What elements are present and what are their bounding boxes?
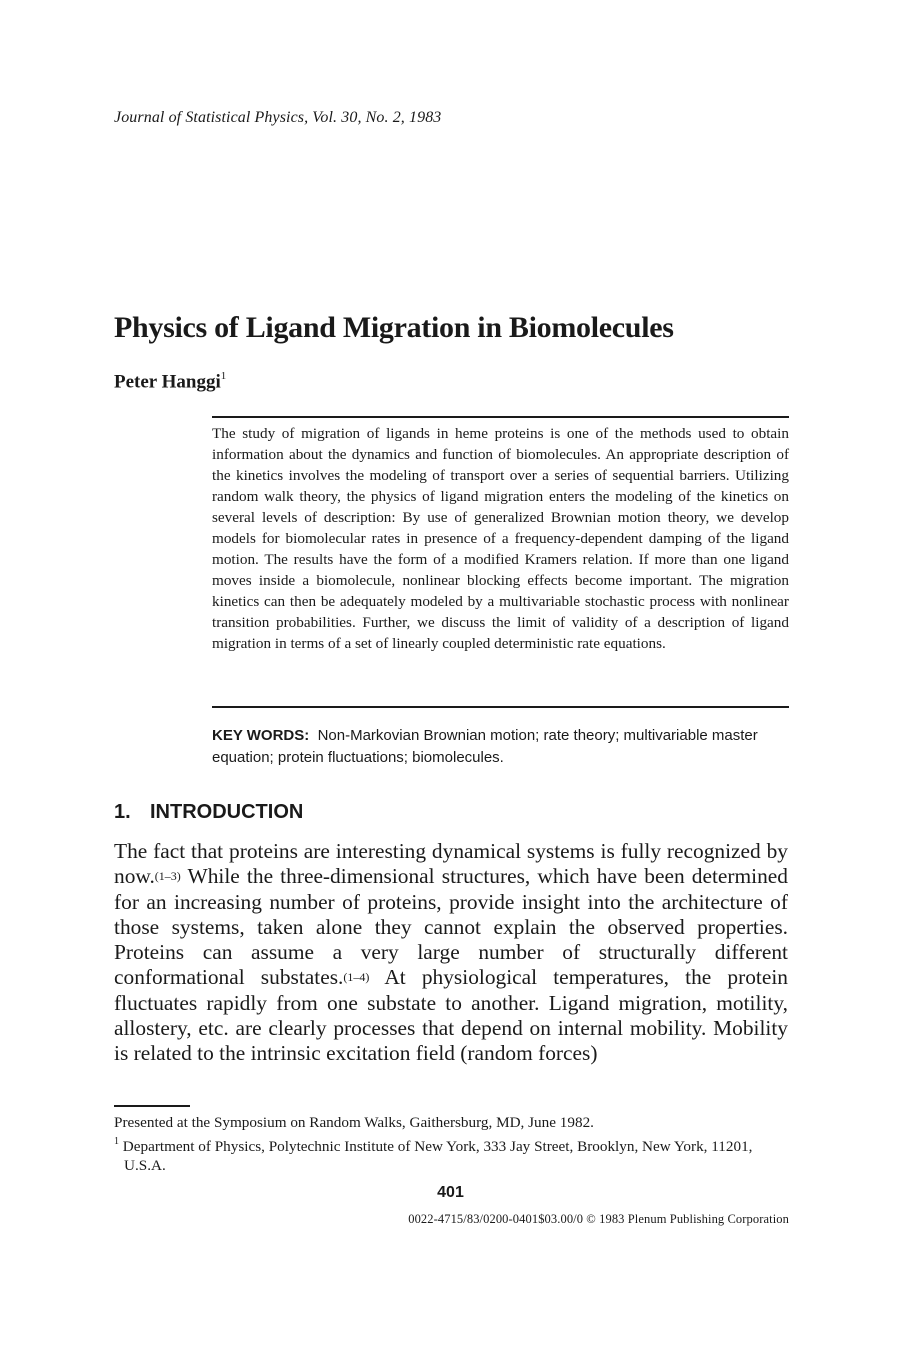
copyright-line: 0022-4715/83/0200-0401$03.00/0 © 1983 Plenum Publishing Corporation xyxy=(408,1212,789,1226)
citation-ref: (1–3) xyxy=(154,869,181,884)
abstract-bottom-rule xyxy=(212,706,789,708)
introduction-text xyxy=(114,839,788,1067)
abstract: The study of migration of ligands in heme proteins is one of the methods used to obtain information about the dynamics and function of biomolecules. An appropriate description of the kinetics involves the modeling of transport over a series of sequential barriers. Utilizing random walk theory, the physics of ligand migration enters the modeling of the kinetics on several levels of description: By use of generalized Brownian motion theory, we develop models for biomolecular rates in presence of a frequency-dependent damping of the ligand motion. The results have the form of a modified Kramers relation. If more than one ligand moves inside a biomolecule, nonlinear blocking effects become important. The migration kinetics can then be adequately modeled by a multivariable stochastic process with nonlinear transition probabilities. Further, we discuss the limit of validity of a description of ligand migration in terms of a set of linearly coupled deterministic rate equations. xyxy=(212,425,789,652)
keywords xyxy=(212,725,789,769)
author-affiliation-mark: 1 xyxy=(220,370,227,382)
author xyxy=(114,371,226,393)
section-number: 1. xyxy=(114,801,131,823)
author-name: Peter Hanggi xyxy=(114,371,221,393)
abstract-top-rule xyxy=(212,416,789,418)
body-text: While the three-dimensional structures, which have been determined for an increasing number of proteins, provide insight into the architecture of those systems, taken alone they cannot explain the observed properties. Proteins can assume a very large number of structurally different conformational substates. xyxy=(114,864,788,990)
section-heading xyxy=(114,801,303,824)
footnote-affiliation-text: Department of Physics, Polytechnic Institute of New York, 333 Jay Street, Brooklyn, New York, 11201, U.S.A. xyxy=(119,1137,753,1175)
footnote-presented: Presented at the Symposium on Random Walks, Gaithersburg, MD, June 1982. xyxy=(114,1114,594,1131)
journal-citation: Journal of Statistical Physics, Vol. 30, No. 2, 1983 xyxy=(114,109,442,126)
section-title: INTRODUCTION xyxy=(150,801,304,823)
footnote-rule xyxy=(114,1105,190,1107)
citation-ref: (1–4) xyxy=(343,970,370,985)
keywords-label: KEY WORDS: xyxy=(212,727,310,744)
footnote-affiliation xyxy=(114,1133,789,1176)
keywords-text: Non-Markovian Brownian motion; rate theory; multivariable master equation; protein fluctuations; biomolecules. xyxy=(212,727,758,766)
footnotes xyxy=(114,1113,789,1176)
paper-title: Physics of Ligand Migration in Biomolecules xyxy=(114,311,674,344)
footnote-mark: 1 xyxy=(114,1135,119,1147)
body-text: The fact that proteins are interesting dynamical systems is fully recognized by now. xyxy=(114,839,788,889)
page-number: 401 xyxy=(437,1184,464,1201)
body-text: At physiological temperatures, the protein fluctuates rapidly from one substate to another. Ligand migration, motility, allostery, etc. are clearly processes that depend on internal mobility. Mobility is related to the intrinsic excitation field (random forces) xyxy=(114,965,788,1066)
